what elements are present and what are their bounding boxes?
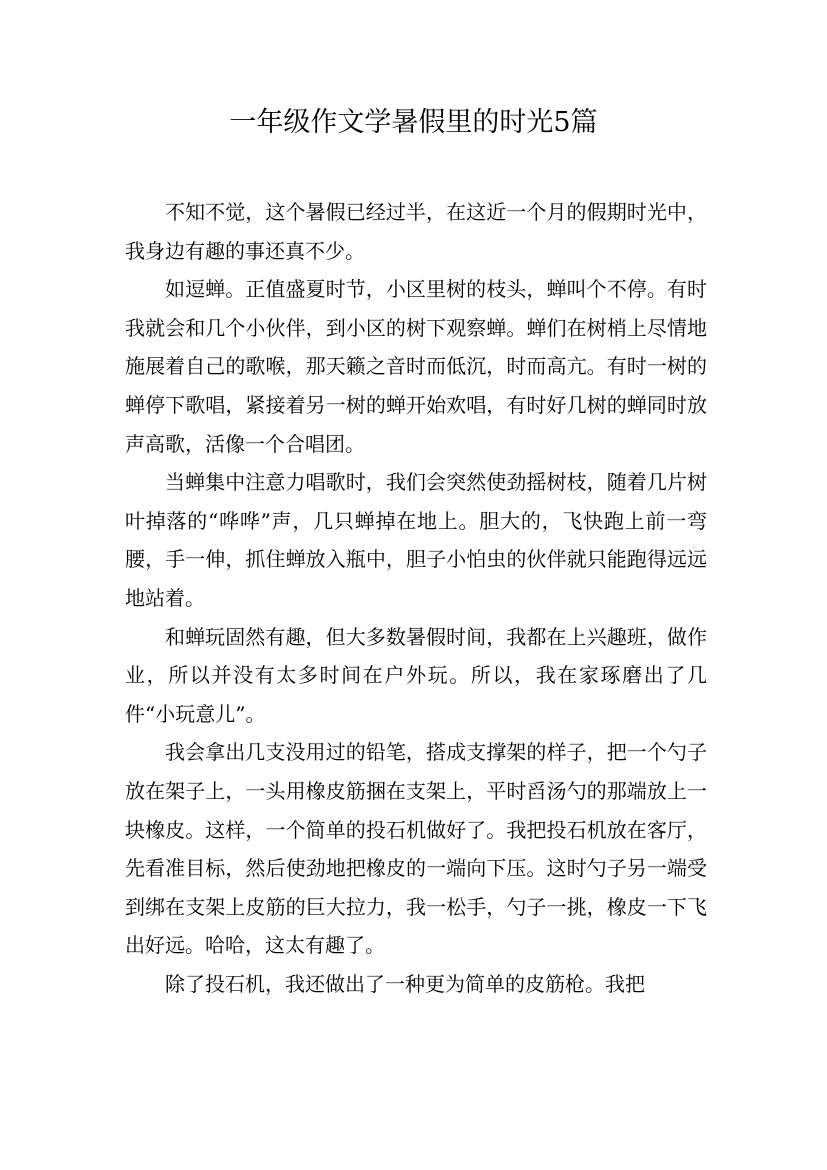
paragraph: 如逗蝉。正值盛夏时节，小区里树的枝头，蝉叫个不停。有时我就会和几个小伙伴，到小区的树下观察蝉。蝉们在树梢上尽情地施展着自己的歌喉，那天籁之音时而低沉，时而高亢。有时一树的蝉停下歌唱，紧接着另一树的蝉开始欢唱，有时好几树的蝉同时放声高歌，活像一个合唱团。 [125, 277, 707, 456]
paragraph: 我会拿出几支没用过的铅笔，搭成支撑架的样子，把一个勺子放在架子上，一头用橡皮筋捆在支架上，平时舀汤勺的那端放上一块橡皮。这样，一个简单的投石机做好了。我把投石机放在客厅，先看准目标，然后使劲地把橡皮的一端向下压。这时勺子另一端受到绑在支架上皮筋的巨大拉力，我一松手，勺子一挑，橡皮一下飞出好远。哈哈，这太有趣了。 [125, 740, 707, 958]
document-title: 一年级作文学暑假里的时光5篇 [229, 107, 598, 138]
document-body [125, 193, 707, 1003]
paragraph: 当蝉集中注意力唱歌时，我们会突然使劲摇树枝，随着几片树叶掉落的“哗哗”声，几只蝉掉在地上。胆大的，飞快跑上前一弯腰，手一伸，抓住蝉放入瓶中，胆子小怕虫的伙伴就只能跑得远远地站着。 [125, 470, 707, 610]
paragraph: 除了投石机，我还做出了一种更为简单的皮筋枪。我把 [165, 971, 645, 996]
paragraph: 和蝉玩固然有趣，但大多数暑假时间，我都在上兴趣班，做作业，所以并没有太多时间在户外玩。所以，我在家琢磨出了几件“小玩意儿”。 [125, 624, 707, 726]
paragraph: 不知不觉，这个暑假已经过半，在这近一个月的假期时光中，我身边有趣的事还真不少。 [125, 200, 707, 263]
